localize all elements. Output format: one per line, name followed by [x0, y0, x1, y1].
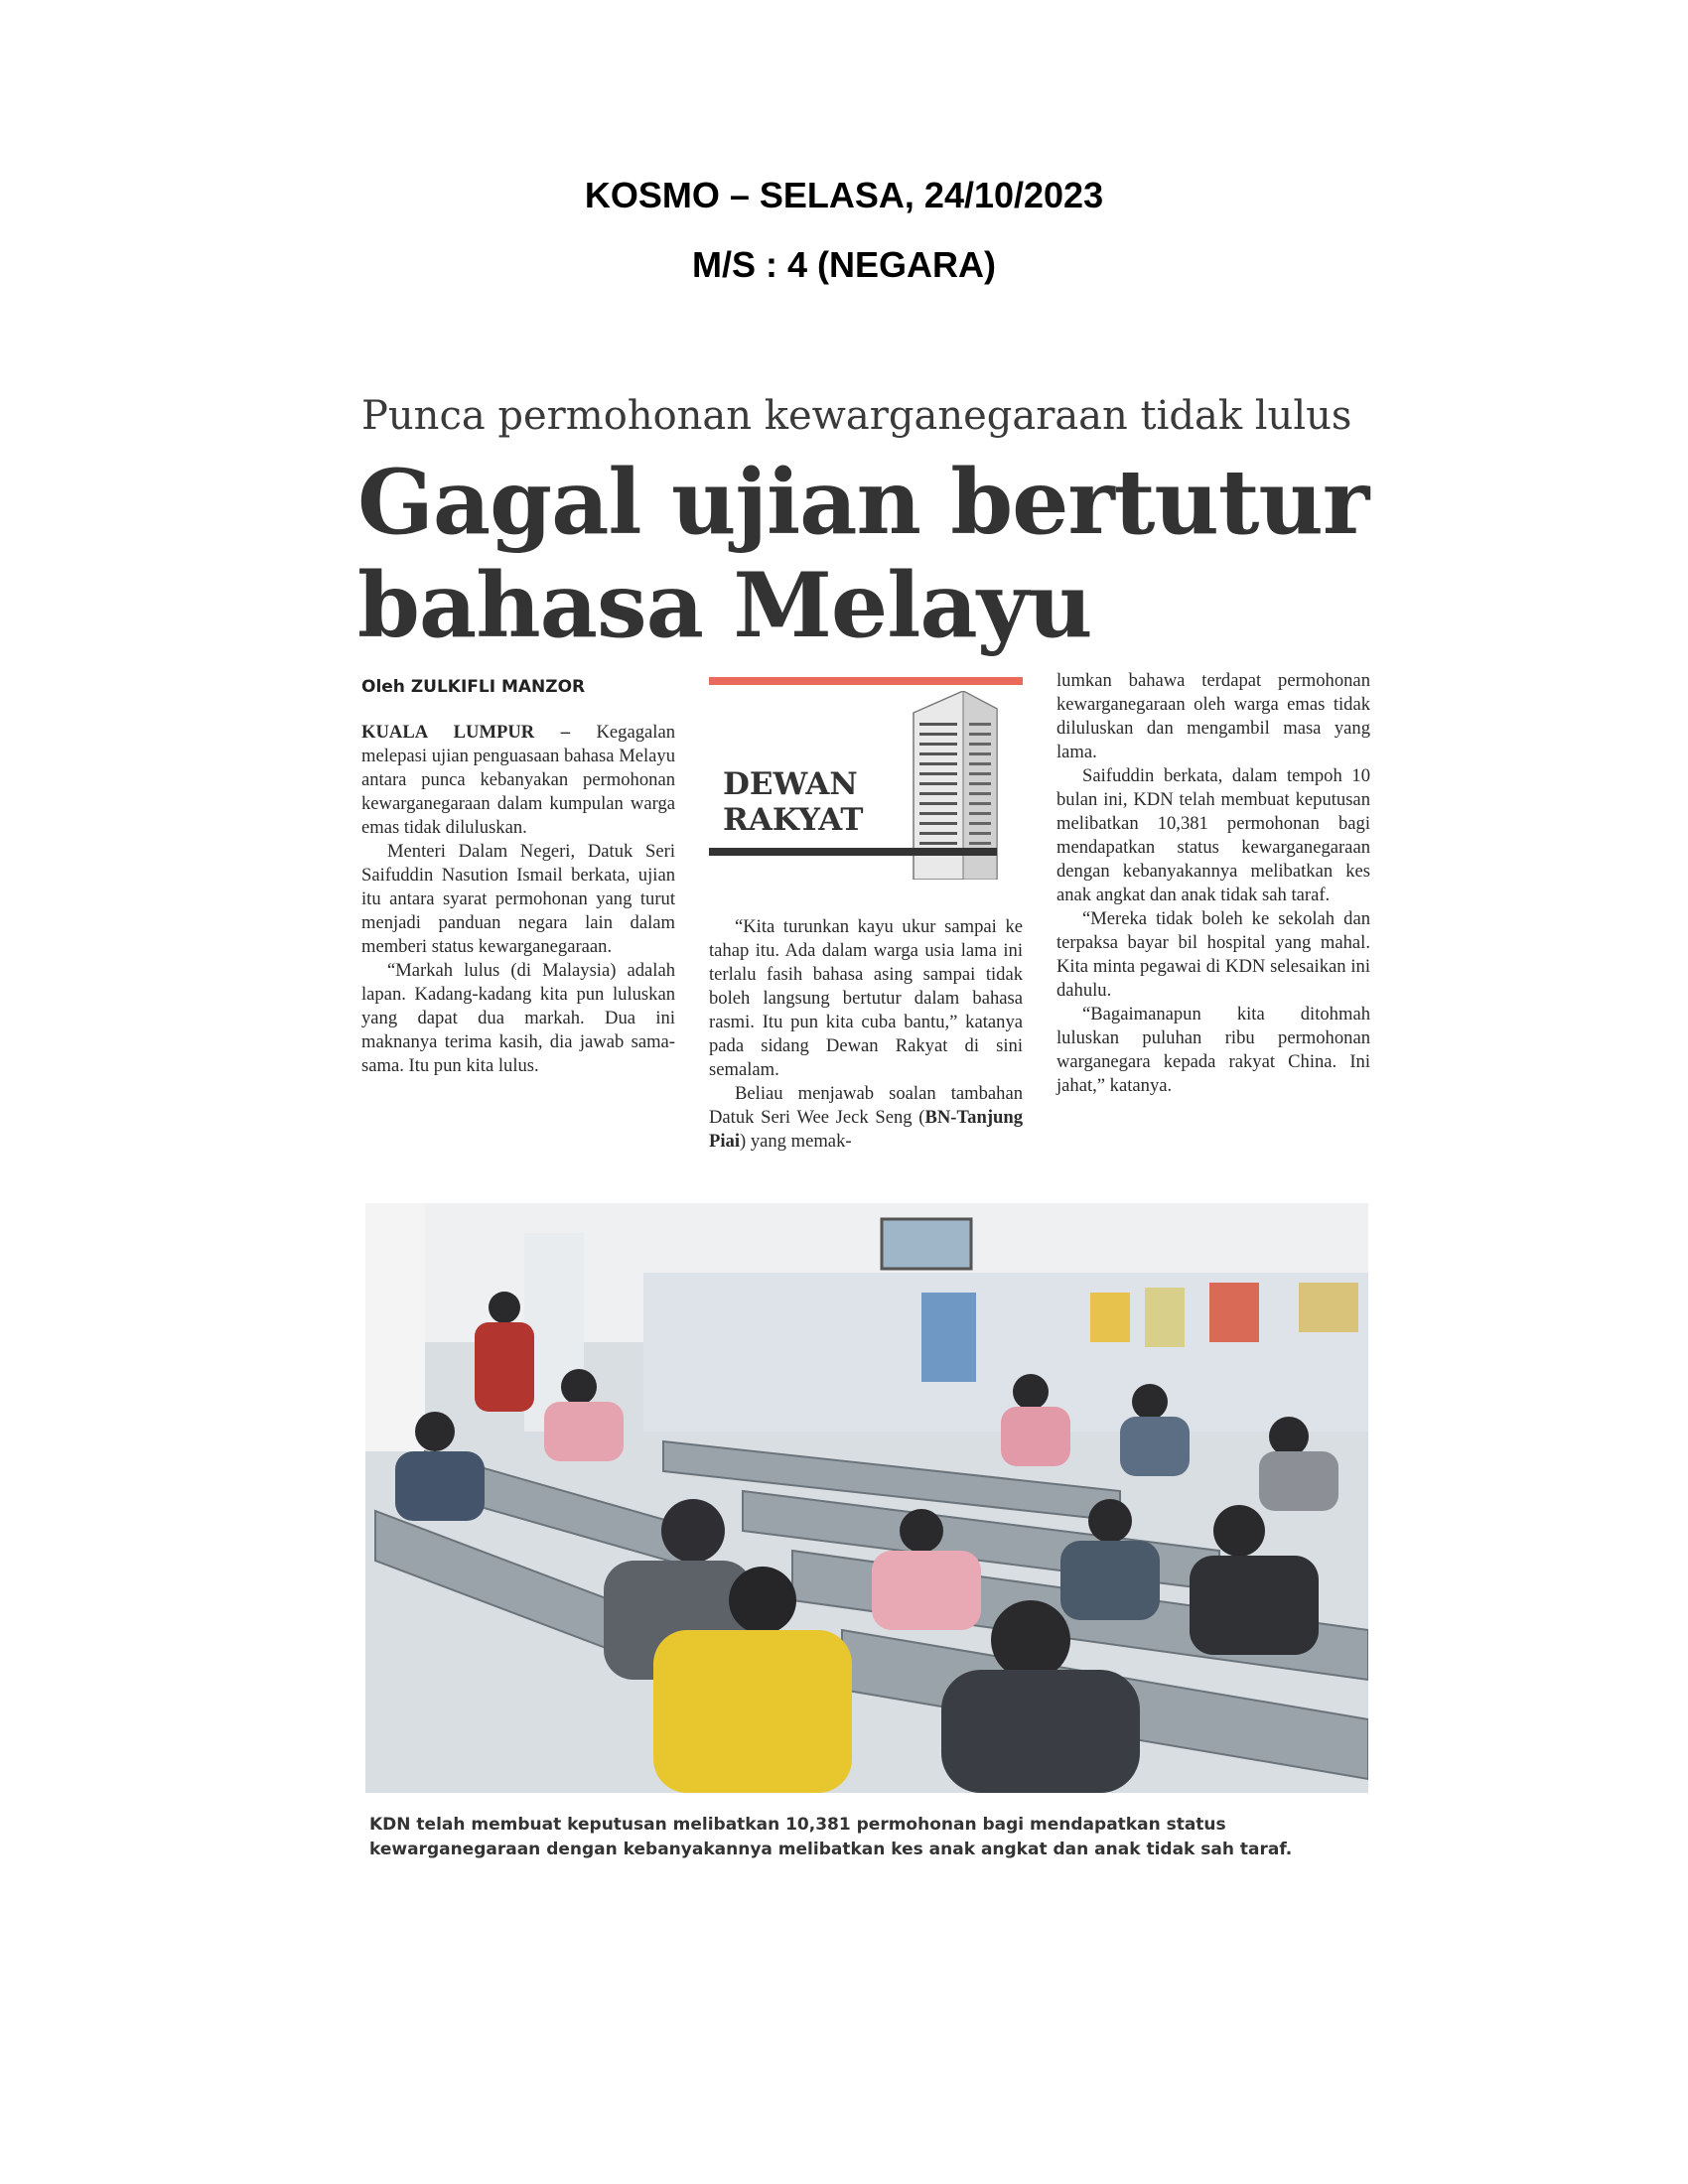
paragraph: “Markah lulus (di Malaysia) adalah lapan. Kadang-kadang kita pun luluskan yang dapat dua markah. Dua ini maknanya terima kasih, dia jawab sama-sama. Itu pun kita lulus.: [361, 960, 675, 1076]
article-byline: Oleh ZULKIFLI MANZOR: [361, 677, 586, 697]
paragraph-text: Kegagalan melepasi ujian penguasaan bahasa Melayu antara punca kebanyakan permohonan kewarganegaraan dalam kumpulan warga emas tidak diluluskan.: [361, 722, 675, 838]
paragraph: “Kita turunkan kayu ukur sampai ke tahap itu. Ada dalam warga usia lama ini terlalu fasih bahasa asing sampai tidak boleh langsung bertutur dalam bahasa rasmi. Itu pun kita cuba bantu,” katanya pada sidang Dewan Rakyat di sini semalam.: [709, 916, 1023, 1080]
section-label-line-2: RAKYAT: [723, 802, 864, 838]
section-label-line-1: DEWAN: [723, 766, 858, 802]
section-label: [723, 766, 864, 838]
paragraph-text: Beliau menjawab soalan tambahan Datuk Seri Wee Jeck Seng (: [709, 1083, 1023, 1128]
headline-line-2: bahasa Melayu: [357, 553, 1092, 658]
paragraph: “Mereka tidak boleh ke sekolah dan terpaksa bayar bil hospital yang mahal. Kita minta pegawai di KDN selesaikan ini dahulu.: [1056, 908, 1370, 1001]
dateline: KUALA LUMPUR –: [361, 722, 570, 743]
section-logo-dewan-rakyat: [709, 677, 1023, 886]
page-section-header: M/S : 4 (NEGARA): [692, 244, 996, 285]
section-base-rule: [709, 848, 997, 856]
accent-bar: [709, 677, 1023, 685]
photo-caption: KDN telah membuat keputusan melibatkan 10,381 permohonan bagi mendapatkan status kewarganegaraan dengan kebanyakannya melibatkan kes anak angkat dan anak tidak sah taraf.: [369, 1815, 1293, 1859]
article-headline: [357, 451, 1370, 657]
paragraph: lumkan bahawa terdapat permohonan kewarganegaraan oleh warga emas tidak diluluskan dan mengambil masa yang lama.: [1056, 670, 1370, 762]
article-column-3: [1056, 669, 1370, 1098]
paragraph: Saifuddin berkata, dalam tempoh 10 bulan ini, KDN telah membuat keputusan melibatkan 10,381 permohonan bagi mendapatkan status kewarganegaraan dengan kebanyakannya melibatkan kes anak angkat dan anak tidak sah taraf.: [1056, 765, 1370, 905]
newspaper-clipping: [357, 387, 1370, 1886]
paragraph-text: ) yang memak-: [740, 1131, 852, 1152]
constituency-name: BN-Tanjung Piai: [709, 1107, 1023, 1152]
paragraph: Menteri Dalam Negeri, Datuk Seri Saifuddin Nasution Ismail berkata, ujian itu antara syarat permohonan yang turut menjadi panduan negara lain dalam memberi status kewarganegaraan.: [361, 841, 675, 957]
publication-date-header: KOSMO – SELASA, 24/10/2023: [584, 175, 1104, 215]
article-column-1: [361, 721, 675, 1078]
paragraph: [361, 721, 675, 840]
paragraph: “Bagaimanapun kita ditohmah luluskan puluhan ribu permohonan warganegara kepada rakyat China. Ini jahat,” katanya.: [1056, 1004, 1370, 1096]
paragraph: [709, 1082, 1023, 1154]
article-kicker: Punca permohonan kewarganegaraan tidak lulus: [361, 393, 1352, 439]
article-column-2: [709, 915, 1023, 1154]
news-photo-waiting-hall: [365, 1203, 1368, 1793]
headline-line-1: Gagal ujian bertutur: [357, 450, 1369, 555]
waiting-hall-illustration: [365, 1203, 1368, 1793]
